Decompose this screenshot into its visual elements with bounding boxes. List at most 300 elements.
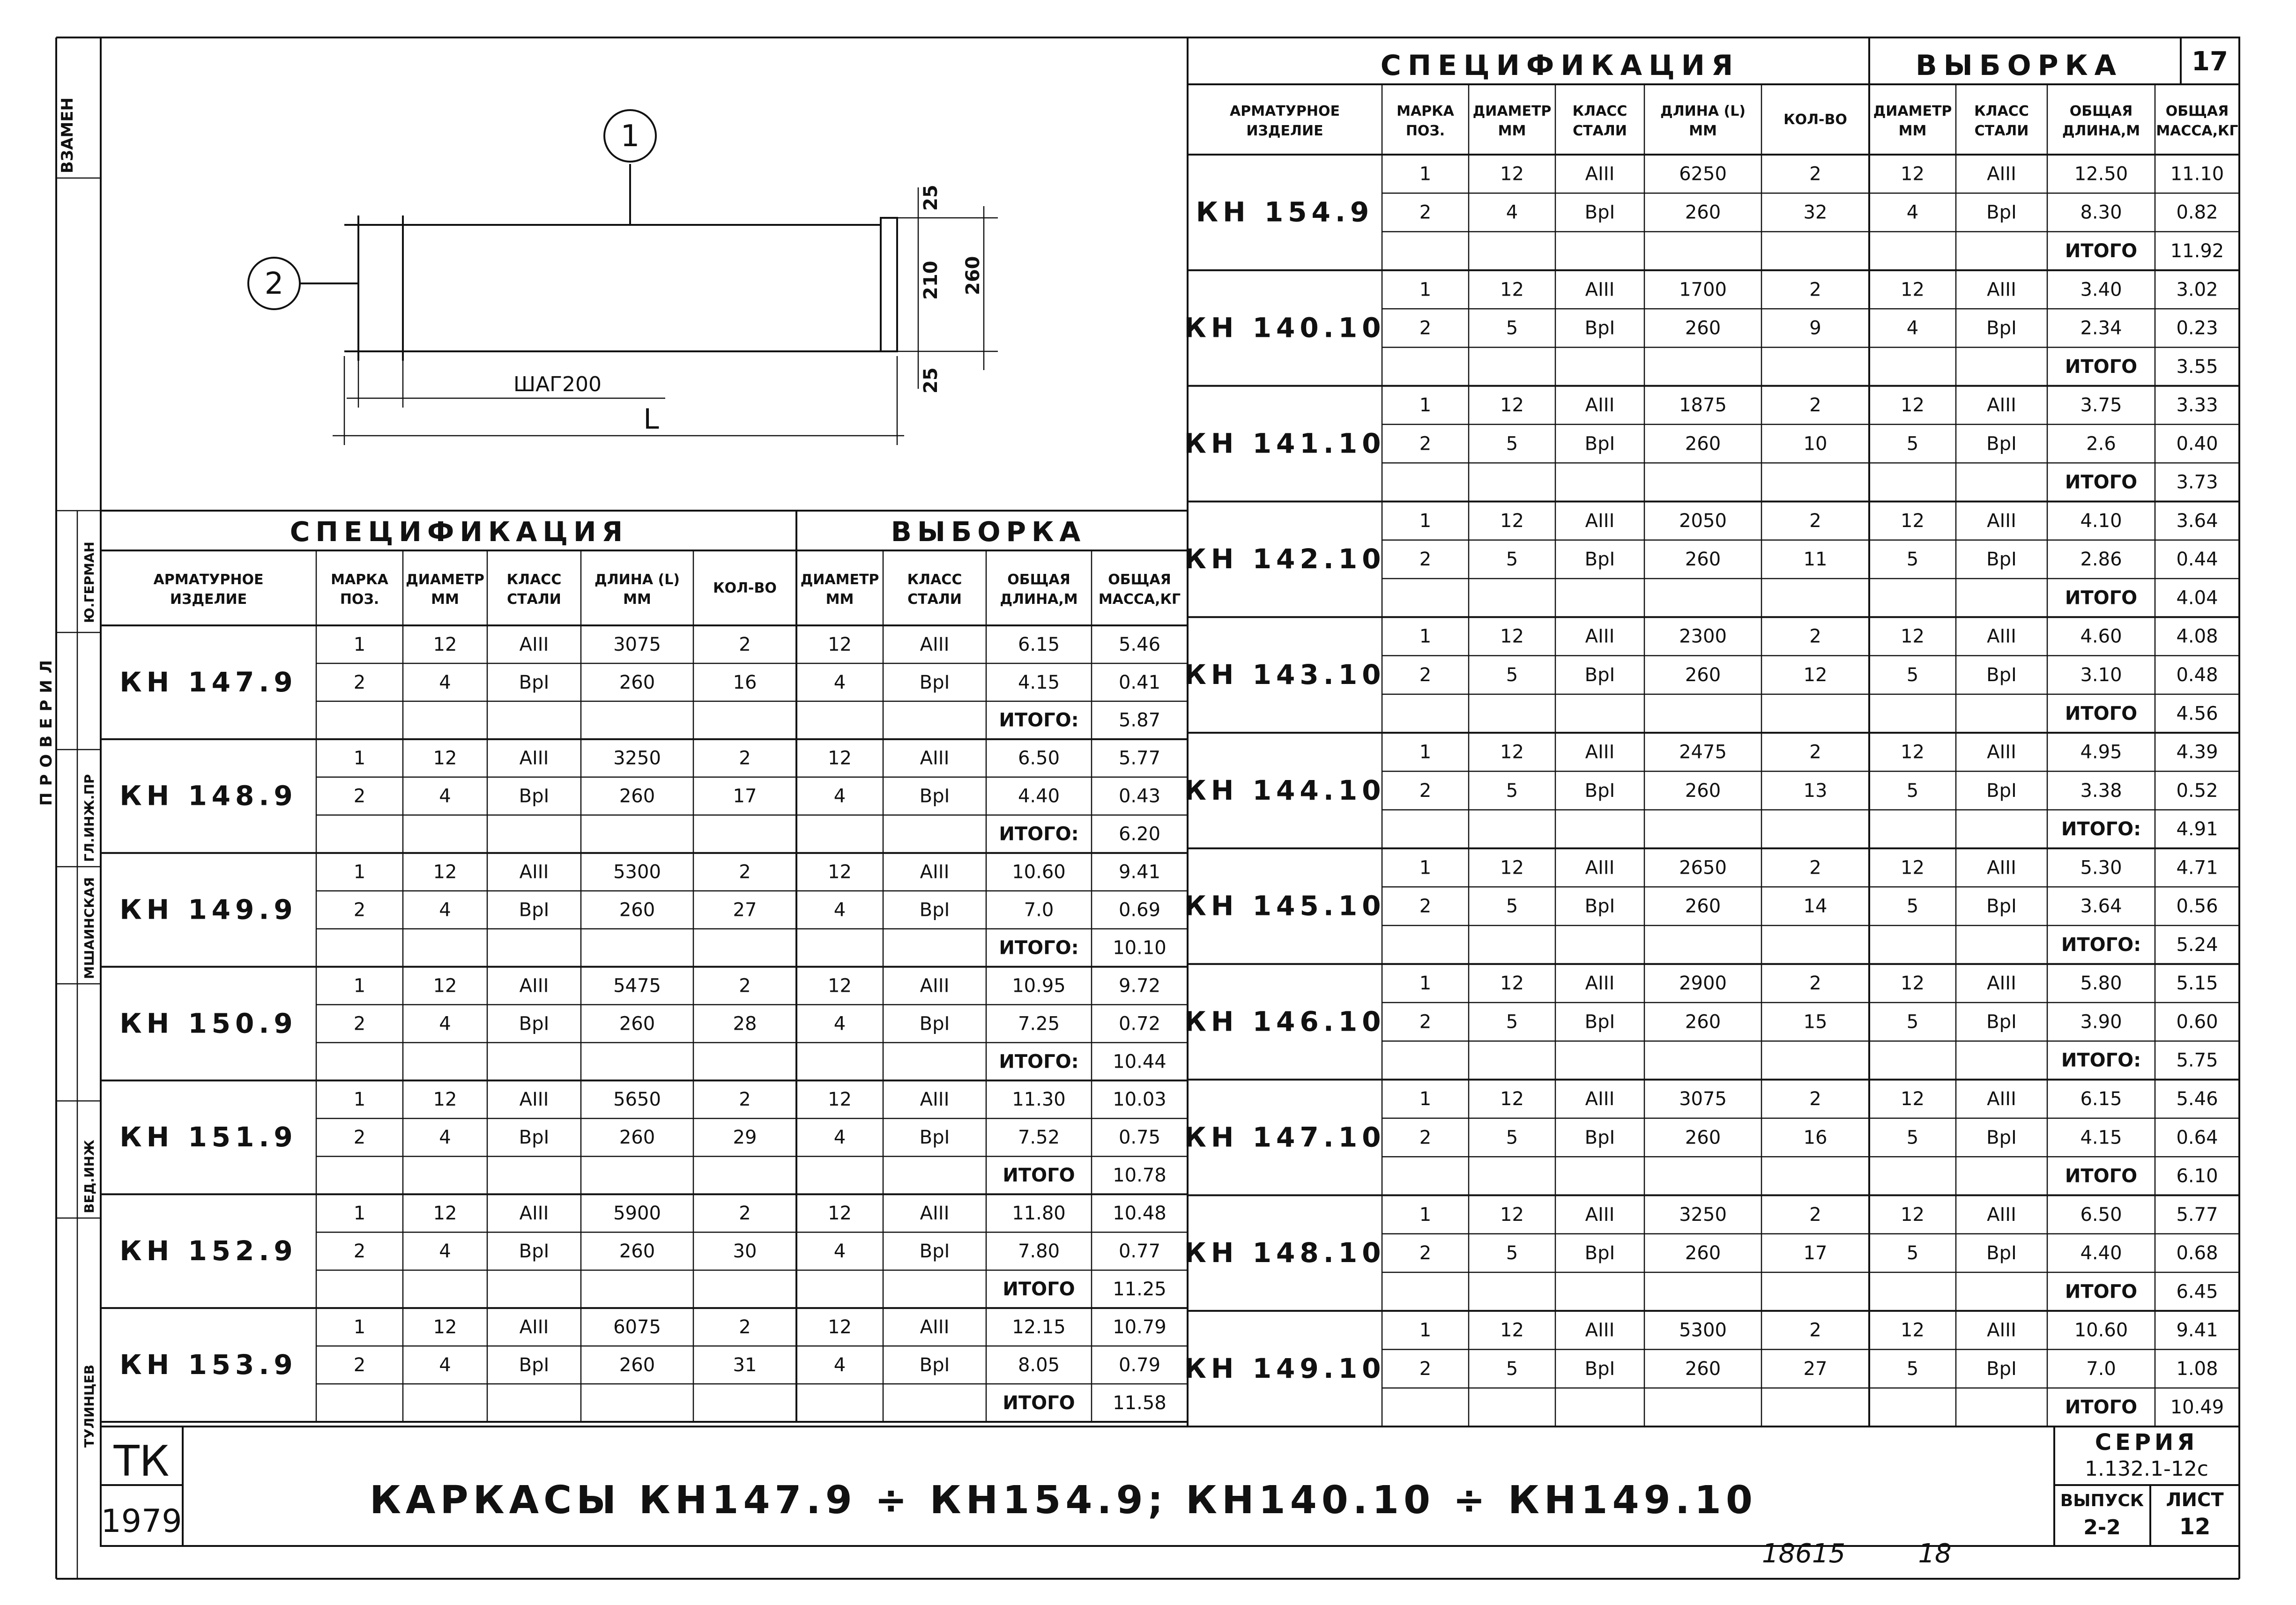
- table-cell: AIII: [1987, 1204, 2016, 1226]
- table-cell: 1: [1419, 741, 1432, 763]
- col-header-col_mass-2: МАССА,КГ: [2156, 123, 2238, 139]
- table-cell: 12.15: [1012, 1316, 1066, 1338]
- table-cell: 7.0: [2086, 1358, 2116, 1380]
- table-cell: BpI: [1986, 895, 2017, 917]
- table-cell: 2: [739, 1316, 751, 1338]
- table-cell: 5.30: [2080, 857, 2122, 879]
- table-cell: 5.77: [2176, 1204, 2218, 1226]
- table-cell: 4.40: [1018, 785, 1060, 807]
- table-cell: AIII: [1585, 625, 1615, 647]
- total-value: 10.10: [1113, 937, 1167, 959]
- total-value: 11.92: [2170, 240, 2224, 262]
- col-header-col_sdiam: ДИАМЕТР: [800, 572, 879, 588]
- table-cell: 12: [1500, 741, 1524, 763]
- table-cell: 2.86: [2080, 549, 2122, 571]
- table-cell: 5: [1506, 549, 1518, 571]
- table-cell: 4: [1506, 201, 1518, 223]
- sheet-value: 12: [2179, 1514, 2211, 1540]
- series-label: СЕРИЯ: [2095, 1429, 2199, 1456]
- table-cell: 2: [353, 671, 366, 693]
- col-header-col_class: КЛАСС: [506, 572, 562, 588]
- table-cell: 260: [1685, 549, 1721, 571]
- table-cell: 260: [1685, 1358, 1721, 1380]
- table-cell: 12: [433, 1089, 457, 1111]
- issue-label: ВЫПУСК: [2060, 1491, 2144, 1510]
- table-cell: 3.10: [2080, 664, 2122, 686]
- total-label: ИТОГО: [2065, 1281, 2138, 1303]
- table-cell: 1: [353, 1089, 366, 1111]
- table-cell: 12: [1500, 1088, 1524, 1110]
- table-cell: AIII: [519, 861, 549, 883]
- table-cell: 1: [1419, 1204, 1432, 1226]
- table-cell: AIII: [1585, 857, 1615, 879]
- table-cell: 2: [353, 1354, 366, 1376]
- table-cell: AIII: [920, 975, 950, 997]
- item-name: КН 141.10: [1184, 427, 1386, 460]
- table-cell: 4: [833, 785, 846, 807]
- table-cell: 4: [439, 1241, 451, 1263]
- table-cell: 1: [1419, 625, 1432, 647]
- sheet-label: ЛИСТ: [2166, 1489, 2224, 1511]
- table-cell: 2: [739, 1089, 751, 1111]
- table-cell: 12: [1500, 163, 1524, 185]
- table-cell: 2: [739, 861, 751, 883]
- table-cell: AIII: [1987, 510, 2016, 532]
- table-cell: 2: [353, 1013, 366, 1035]
- table-cell: 4.71: [2176, 857, 2218, 879]
- table-cell: 5: [1506, 664, 1518, 686]
- col-header-col_mark: МАРКА: [331, 572, 388, 588]
- table-cell: 3250: [613, 747, 661, 769]
- table-cell: 12: [1901, 279, 1924, 301]
- table-cell: 1: [1419, 973, 1432, 995]
- table-cell: 4: [439, 899, 451, 921]
- frame-drawing: [248, 110, 998, 445]
- table-cell: 5: [1906, 1127, 1919, 1149]
- table-cell: 2.6: [2086, 433, 2116, 455]
- table-cell: 2: [1809, 1204, 1821, 1226]
- table-cell: 12: [828, 1316, 852, 1338]
- table-cell: 9.72: [1118, 975, 1161, 997]
- table-cell: 5300: [1679, 1319, 1727, 1341]
- table-cell: 2: [1809, 973, 1821, 995]
- table-cell: 4: [439, 1013, 451, 1035]
- table-cell: 2: [739, 975, 751, 997]
- table-cell: 16: [733, 671, 757, 693]
- item-name: КН 153.9: [119, 1348, 297, 1381]
- total-label: ИТОГО:: [999, 823, 1079, 845]
- left-spec-table: [101, 511, 1188, 1422]
- table-cell: 12: [1500, 510, 1524, 532]
- item-name: КН 150.9: [119, 1007, 297, 1040]
- table-cell: 260: [619, 785, 655, 807]
- table-cell: 3.40: [2080, 279, 2122, 301]
- table-cell: 11: [1803, 549, 1828, 571]
- table-cell: BpI: [1986, 664, 2017, 686]
- col-header-col_len: ДЛИНА (L): [594, 572, 680, 588]
- total-value: 4.04: [2176, 587, 2218, 609]
- table-cell: 3.02: [2176, 279, 2218, 301]
- table-cell: 7.80: [1018, 1241, 1060, 1263]
- total-label: ИТОГО: [1003, 1392, 1075, 1414]
- total-label: ИТОГО:: [999, 937, 1079, 959]
- table-cell: 0.79: [1118, 1354, 1161, 1376]
- table-cell: 260: [1685, 780, 1721, 802]
- table-cell: 260: [1685, 895, 1721, 917]
- col-header-col_item-2: ИЗДЕЛИЕ: [170, 591, 247, 608]
- table-cell: AIII: [519, 747, 549, 769]
- table-cell: 2.34: [2080, 317, 2122, 339]
- table-cell: 2: [353, 785, 366, 807]
- table-cell: 5: [1906, 433, 1919, 455]
- total-value: 6.45: [2176, 1281, 2218, 1303]
- table-cell: 0.48: [2176, 664, 2218, 686]
- table-cell: 28: [733, 1013, 757, 1035]
- col-header-col_item-2: ИЗДЕЛИЕ: [1246, 123, 1323, 139]
- table-cell: 5650: [613, 1089, 661, 1111]
- table-cell: 2475: [1679, 741, 1727, 763]
- table-cell: AIII: [1585, 741, 1615, 763]
- item-name: КН 154.9: [1196, 196, 1374, 228]
- table-cell: 12.50: [2074, 163, 2128, 185]
- table-cell: BpI: [919, 1354, 950, 1376]
- table-cell: 12: [1901, 510, 1924, 532]
- table-cell: AIII: [1987, 163, 2016, 185]
- table-cell: AIII: [920, 861, 950, 883]
- stamp-ved-inzh: ВЕД.ИНЖ: [82, 1139, 97, 1213]
- stamp-proveril: ПРОВЕРИЛ: [37, 653, 56, 806]
- table-cell: 1: [1419, 394, 1432, 416]
- table-cell: 2: [1419, 664, 1432, 686]
- table-cell: 9: [1809, 317, 1821, 339]
- table-cell: BpI: [1584, 1127, 1615, 1149]
- table-cell: 10.79: [1113, 1316, 1167, 1338]
- table-cell: 5.15: [2176, 973, 2218, 995]
- table-cell: 1.08: [2176, 1358, 2218, 1380]
- table-cell: 32: [1803, 201, 1828, 223]
- table-cell: 0.68: [2176, 1242, 2218, 1264]
- table-cell: 2: [739, 633, 751, 655]
- table-cell: AIII: [1987, 279, 2016, 301]
- table-cell: 2: [353, 899, 366, 921]
- table-cell: AIII: [1585, 973, 1615, 995]
- table-cell: AIII: [920, 633, 950, 655]
- table-cell: AIII: [1585, 279, 1615, 301]
- table-cell: 12: [1901, 1088, 1924, 1110]
- table-cell: 260: [619, 899, 655, 921]
- table-cell: BpI: [519, 1127, 550, 1149]
- dim-210: 210: [920, 260, 942, 300]
- table-cell: BpI: [1986, 317, 2017, 339]
- table-cell: AIII: [1585, 394, 1615, 416]
- table-cell: 4: [439, 785, 451, 807]
- table-cell: 4: [1906, 317, 1919, 339]
- table-cell: 1: [1419, 1088, 1432, 1110]
- issue-value: 2-2: [2083, 1516, 2121, 1539]
- table-cell: 3075: [1679, 1088, 1727, 1110]
- table-cell: BpI: [1986, 549, 2017, 571]
- table-cell: 5.77: [1118, 747, 1161, 769]
- stamp-mshainskaya: МШАИНСКАЯ: [82, 877, 97, 979]
- table-cell: 12: [828, 747, 852, 769]
- table-cell: 5475: [613, 975, 661, 997]
- table-cell: 4.08: [2176, 625, 2218, 647]
- col-header-col_class-2: СТАЛИ: [1573, 123, 1627, 139]
- table-cell: 6.15: [1018, 633, 1060, 655]
- table-cell: BpI: [919, 1013, 950, 1035]
- table-cell: 10.60: [1012, 861, 1066, 883]
- table-cell: 1: [1419, 857, 1432, 879]
- table-cell: 1: [1419, 279, 1432, 301]
- table-cell: 2: [1809, 1319, 1821, 1341]
- table-cell: 10.60: [2074, 1319, 2128, 1341]
- col-header-col_tlen: ОБЩАЯ: [2069, 103, 2133, 119]
- left-stamp: [37, 97, 97, 1448]
- table-cell: 5.80: [2080, 973, 2122, 995]
- table-cell: 0.82: [2176, 201, 2218, 223]
- drawing-title: КАРКАСЫ КН147.9 ÷ КН154.9; КН140.10 ÷ КН149.10: [370, 1478, 1757, 1523]
- table-cell: 1: [353, 747, 366, 769]
- col-header-col_len-2: ММ: [1689, 123, 1717, 139]
- table-cell: 12: [1803, 664, 1828, 686]
- table-cell: 6.50: [1018, 747, 1060, 769]
- table-cell: 4: [1906, 201, 1919, 223]
- table-cell: 3.64: [2176, 510, 2218, 532]
- col-header-col_tlen-2: ДЛИНА,М: [1000, 591, 1078, 608]
- table-cell: 10.48: [1113, 1203, 1167, 1225]
- table-cell: 1: [353, 861, 366, 883]
- col-header-col_len-2: ММ: [623, 591, 651, 608]
- table-cell: 6250: [1679, 163, 1727, 185]
- table-cell: 8.30: [2080, 201, 2122, 223]
- table-cell: BpI: [1584, 664, 1615, 686]
- table-cell: 4.10: [2080, 510, 2122, 532]
- col-header-col_mass: ОБЩАЯ: [1108, 572, 1171, 588]
- table-cell: 0.64: [2176, 1127, 2218, 1149]
- table-cell: 2: [739, 747, 751, 769]
- table-cell: 5.46: [2176, 1088, 2218, 1110]
- item-name: КН 147.10: [1184, 1121, 1386, 1153]
- table-cell: AIII: [1987, 857, 2016, 879]
- col-header-col_diam: ДИАМЕТР: [406, 572, 484, 588]
- table-cell: 4: [833, 1013, 846, 1035]
- table-cell: BpI: [919, 1127, 950, 1149]
- table-cell: 260: [1685, 1242, 1721, 1264]
- table-cell: 4.60: [2080, 625, 2122, 647]
- table-cell: 12: [1500, 1204, 1524, 1226]
- table-cell: 13: [1803, 780, 1828, 802]
- table-cell: 3075: [613, 633, 661, 655]
- table-cell: AIII: [1585, 1319, 1615, 1341]
- table-cell: 8.05: [1018, 1354, 1060, 1376]
- table-cell: 1: [353, 975, 366, 997]
- table-cell: 4.39: [2176, 741, 2218, 763]
- table-cell: 1875: [1679, 394, 1727, 416]
- table-cell: BpI: [1986, 1127, 2017, 1149]
- table-cell: BpI: [1584, 780, 1615, 802]
- table-cell: 260: [619, 671, 655, 693]
- table-cell: 5: [1906, 549, 1919, 571]
- position-2-label: 2: [264, 267, 284, 301]
- table-cell: 5: [1906, 895, 1919, 917]
- col-header-col_class: КЛАСС: [1572, 103, 1627, 119]
- total-label: ИТОГО:: [999, 709, 1079, 731]
- total-label: ИТОГО: [2065, 1165, 2138, 1187]
- table-cell: 12: [828, 861, 852, 883]
- table-cell: 12: [433, 1316, 457, 1338]
- table-cell: 12: [828, 1203, 852, 1225]
- table-cell: 3.75: [2080, 394, 2122, 416]
- col-header-col_sclass: КЛАСС: [1974, 103, 2029, 119]
- table-cell: BpI: [1986, 201, 2017, 223]
- table-cell: AIII: [1987, 1319, 2016, 1341]
- table-cell: BpI: [1584, 201, 1615, 223]
- left-spec-title: СПЕЦИФИКАЦИЯ: [290, 516, 629, 548]
- table-cell: 3.38: [2080, 780, 2122, 802]
- dim-25-bottom: 25: [920, 367, 942, 394]
- col-header-col_mark-2: ПОЗ.: [340, 591, 379, 608]
- table-cell: 6.15: [2080, 1088, 2122, 1110]
- col-header-col_class-2: СТАЛИ: [507, 591, 561, 608]
- table-cell: 260: [1685, 664, 1721, 686]
- table-cell: BpI: [919, 785, 950, 807]
- table-cell: BpI: [1584, 1011, 1615, 1033]
- table-cell: 6075: [613, 1316, 661, 1338]
- table-cell: 10.03: [1113, 1089, 1167, 1111]
- right-spec-table: [1184, 37, 2239, 1427]
- total-label: ИТОГО: [1003, 1165, 1075, 1187]
- table-cell: BpI: [519, 1354, 550, 1376]
- table-cell: 12: [828, 975, 852, 997]
- item-name: КН 148.9: [119, 780, 297, 812]
- table-cell: 12: [1500, 973, 1524, 995]
- table-cell: 4: [439, 1127, 451, 1149]
- total-value: 11.25: [1113, 1278, 1167, 1300]
- table-cell: AIII: [1585, 1088, 1615, 1110]
- table-cell: 260: [1685, 1011, 1721, 1033]
- table-cell: 5: [1506, 317, 1518, 339]
- table-cell: 17: [1803, 1242, 1828, 1264]
- total-label: ИТОГО: [2065, 356, 2138, 378]
- table-cell: BpI: [1584, 549, 1615, 571]
- table-cell: 0.23: [2176, 317, 2218, 339]
- item-name: КН 140.10: [1184, 312, 1386, 344]
- table-cell: 5: [1906, 780, 1919, 802]
- table-cell: 0.43: [1118, 785, 1161, 807]
- table-cell: 12: [1901, 163, 1924, 185]
- total-value: 5.24: [2176, 934, 2218, 956]
- dim-260: 260: [962, 256, 984, 295]
- table-cell: 12: [433, 747, 457, 769]
- table-cell: 5: [1506, 780, 1518, 802]
- col-header-col_mark-2: ПОЗ.: [1405, 123, 1445, 139]
- table-cell: BpI: [519, 899, 550, 921]
- col-header-col_item: АРМАТУРНОЕ: [153, 572, 264, 588]
- table-cell: 12: [433, 1203, 457, 1225]
- table-cell: BpI: [519, 1241, 550, 1263]
- table-cell: 12: [1500, 625, 1524, 647]
- total-label: ИТОГО:: [999, 1051, 1079, 1073]
- table-cell: 12: [433, 633, 457, 655]
- table-cell: 4.95: [2080, 741, 2122, 763]
- stamp-gl-inzh: ГЛ.ИНЖ.ПР: [82, 774, 97, 862]
- table-cell: 2: [1419, 895, 1432, 917]
- table-cell: BpI: [919, 1241, 950, 1263]
- table-cell: 12: [433, 975, 457, 997]
- table-cell: AIII: [1585, 1204, 1615, 1226]
- table-cell: 4: [833, 1241, 846, 1263]
- series-value: 1.132.1-12с: [2085, 1457, 2208, 1481]
- col-header-col_diam: ДИАМЕТР: [1472, 103, 1552, 119]
- table-cell: 1: [353, 633, 366, 655]
- table-cell: 3.64: [2080, 895, 2122, 917]
- table-cell: BpI: [919, 671, 950, 693]
- table-cell: AIII: [519, 633, 549, 655]
- table-cell: BpI: [1584, 433, 1615, 455]
- table-cell: AIII: [1987, 625, 2016, 647]
- table-cell: 2: [1809, 163, 1821, 185]
- table-cell: 5: [1506, 1127, 1518, 1149]
- table-cell: 2: [1809, 1088, 1821, 1110]
- position-1-label: 1: [620, 119, 640, 154]
- col-header-col_sdiam-2: ММ: [1898, 123, 1927, 139]
- table-cell: 5: [1506, 1358, 1518, 1380]
- col-header-col_qty: КОЛ-ВО: [1783, 111, 1847, 128]
- right-spec-title: СПЕЦИФИКАЦИЯ: [1380, 49, 1740, 82]
- table-cell: 0.44: [2176, 549, 2218, 571]
- col-header-col_sclass-2: СТАЛИ: [907, 591, 962, 608]
- table-cell: 12: [1500, 857, 1524, 879]
- table-cell: 12: [1500, 279, 1524, 301]
- table-cell: 2: [353, 1241, 366, 1263]
- table-cell: AIII: [519, 1203, 549, 1225]
- table-cell: 5: [1906, 1011, 1919, 1033]
- table-cell: 12: [1901, 973, 1924, 995]
- table-cell: 5: [1906, 664, 1919, 686]
- table-cell: 12: [1901, 394, 1924, 416]
- footer-number: 18615: [1761, 1538, 1846, 1569]
- length-label: L: [643, 403, 659, 436]
- table-cell: 4: [833, 671, 846, 693]
- table-cell: 4: [833, 1127, 846, 1149]
- item-name: КН 149.10: [1184, 1352, 1386, 1384]
- table-cell: 5: [1906, 1242, 1919, 1264]
- table-cell: AIII: [1987, 394, 2016, 416]
- sheet-number: 17: [2192, 46, 2228, 77]
- table-cell: BpI: [1986, 780, 2017, 802]
- table-cell: BpI: [1986, 1011, 2017, 1033]
- col-header-col_mark: МАРКА: [1397, 103, 1454, 119]
- table-cell: 2: [1809, 394, 1821, 416]
- table-cell: 2: [1809, 510, 1821, 532]
- table-cell: BpI: [519, 671, 550, 693]
- table-cell: BpI: [1584, 1358, 1615, 1380]
- table-cell: AIII: [920, 747, 950, 769]
- table-cell: 2050: [1679, 510, 1727, 532]
- dim-25-top: 25: [920, 185, 942, 211]
- col-header-col_sdiam-2: ММ: [825, 591, 854, 608]
- col-header-col_tlen-2: ДЛИНА,М: [2062, 123, 2140, 139]
- step-label: ШАГ200: [513, 372, 602, 396]
- table-cell: 29: [733, 1127, 757, 1149]
- table-cell: 4: [439, 671, 451, 693]
- item-name: КН 147.9: [119, 666, 297, 698]
- table-cell: 2300: [1679, 625, 1727, 647]
- table-cell: 7.0: [1024, 899, 1054, 921]
- table-cell: 11.10: [2170, 163, 2224, 185]
- table-cell: BpI: [1986, 1242, 2017, 1264]
- table-cell: 5.46: [1118, 633, 1161, 655]
